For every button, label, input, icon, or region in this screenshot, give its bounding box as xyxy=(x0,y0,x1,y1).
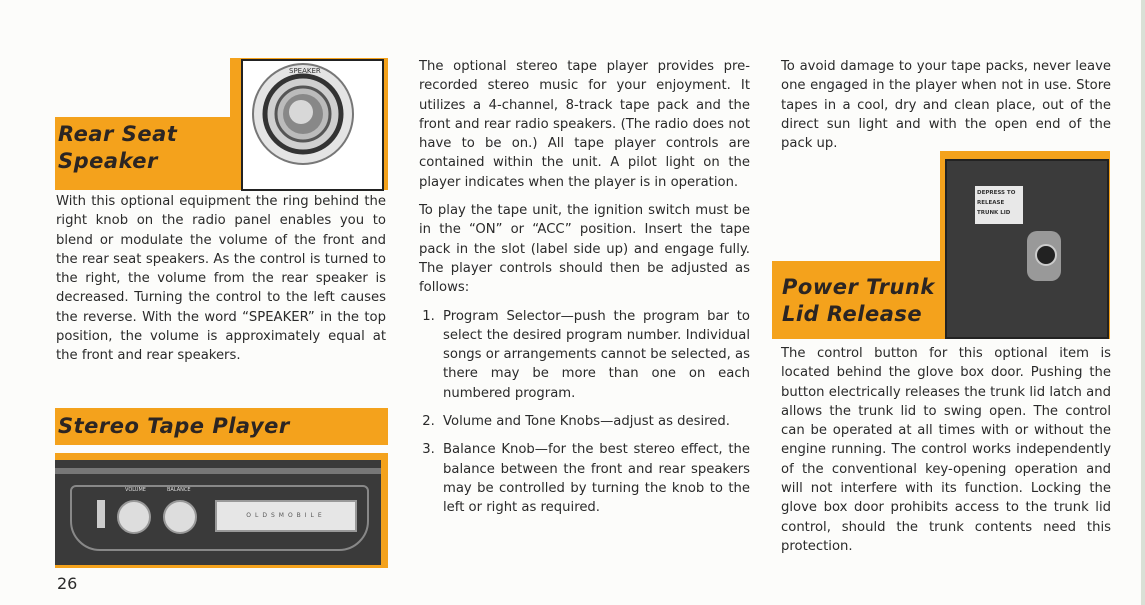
label-line: TRUNK LID xyxy=(977,210,1011,216)
label-line: DEPRESS TO xyxy=(977,190,1016,196)
paragraph: The optional stereo tape player provides pre-recorded stereo music for your enjoyment. It utilizes a 4-channel, 8-track tape pack and the front and rear radio speakers. (The radio does not have to be on.) All tape player controls are contained within the unit. A pilot light on the player indicates when the player is in operation. xyxy=(419,59,750,190)
speaker-label: SPEAKER xyxy=(289,67,321,75)
trunk-heading xyxy=(782,274,935,328)
paragraph: The control button for this optional item is located behind the glove box door. Pushing the button electrically releases the trunk lid latch and allows the trunk lid to swing open. The control can be operated at all times with or without the engine running. The control works independently of the conventional key-opening operation and will not interfere with its function. Locking the glove box door prohibits access to the trunk lid control, should the trunk contents need this protection. xyxy=(781,346,1111,554)
heading-line: Lid Release xyxy=(782,302,923,326)
label-line: RELEASE xyxy=(977,200,1005,206)
volume-knob xyxy=(117,500,151,534)
trunk-release-photo xyxy=(945,159,1109,339)
rear-seat-heading xyxy=(58,121,177,175)
photo-label xyxy=(975,186,1023,224)
balance-label: BALANCE xyxy=(167,487,191,493)
balance-knob xyxy=(163,500,197,534)
heading-line: Speaker xyxy=(58,149,158,173)
rear-seat-text xyxy=(56,192,386,375)
stereo-heading: Stereo Tape Player xyxy=(58,414,290,438)
heading-line: Power Trunk xyxy=(782,275,935,299)
paragraph: To play the tape unit, the ignition switch must be in the “ON” or “ACC” position. Insert the tape pack in the slot (label side up) and engage fully. The player controls should then be adjusted as follows: xyxy=(419,203,750,296)
page-number: 26 xyxy=(57,574,78,593)
trunk-text xyxy=(781,344,1111,565)
step-item: 2. Volume and Tone Knobs—adjust as desired. xyxy=(439,412,750,431)
tape-player-photo xyxy=(55,460,381,565)
tape-slot: OLDSMOBILE xyxy=(215,500,357,532)
step-item: 3. Balance Knob—for the best stereo effect, the balance between the front and rear speakers may be controlled by turning the knob to the left or right as required. xyxy=(439,440,750,517)
control-steps xyxy=(419,307,750,518)
tape-care-text xyxy=(781,57,1111,162)
page-edge xyxy=(1141,0,1145,605)
stereo-text xyxy=(419,57,750,527)
heading-line: Rear Seat xyxy=(58,122,178,146)
stereo-badge xyxy=(97,500,105,528)
speaker-knob-icon xyxy=(243,61,382,189)
paragraph: To avoid damage to your tape packs, never leave one engaged in the player when not in use. Store tapes in a cool, dry and clean place, out of the direct sun light and with the open end of the pack up. xyxy=(781,59,1111,152)
paragraph: With this optional equipment the ring behind the right knob on the radio panel enables you to blend or modulate the volume of the front and the rear seat speakers. As the control is turned to the right, the volume from the rear speaker is decreased. Turning the control to the left causes the reverse. With the word “SPEAKER” in the top position, the volume is approximately equal at the front and rear speakers. xyxy=(56,194,386,364)
step-item: 1. Program Selector—push the program bar to select the desired program number. Individual songs or arrangements cannot be selected, as there may be more than one on each numbered program. xyxy=(439,307,750,403)
speaker-knob-photo xyxy=(241,59,384,191)
volume-label: VOLUME xyxy=(125,487,146,493)
release-button xyxy=(1035,244,1057,266)
